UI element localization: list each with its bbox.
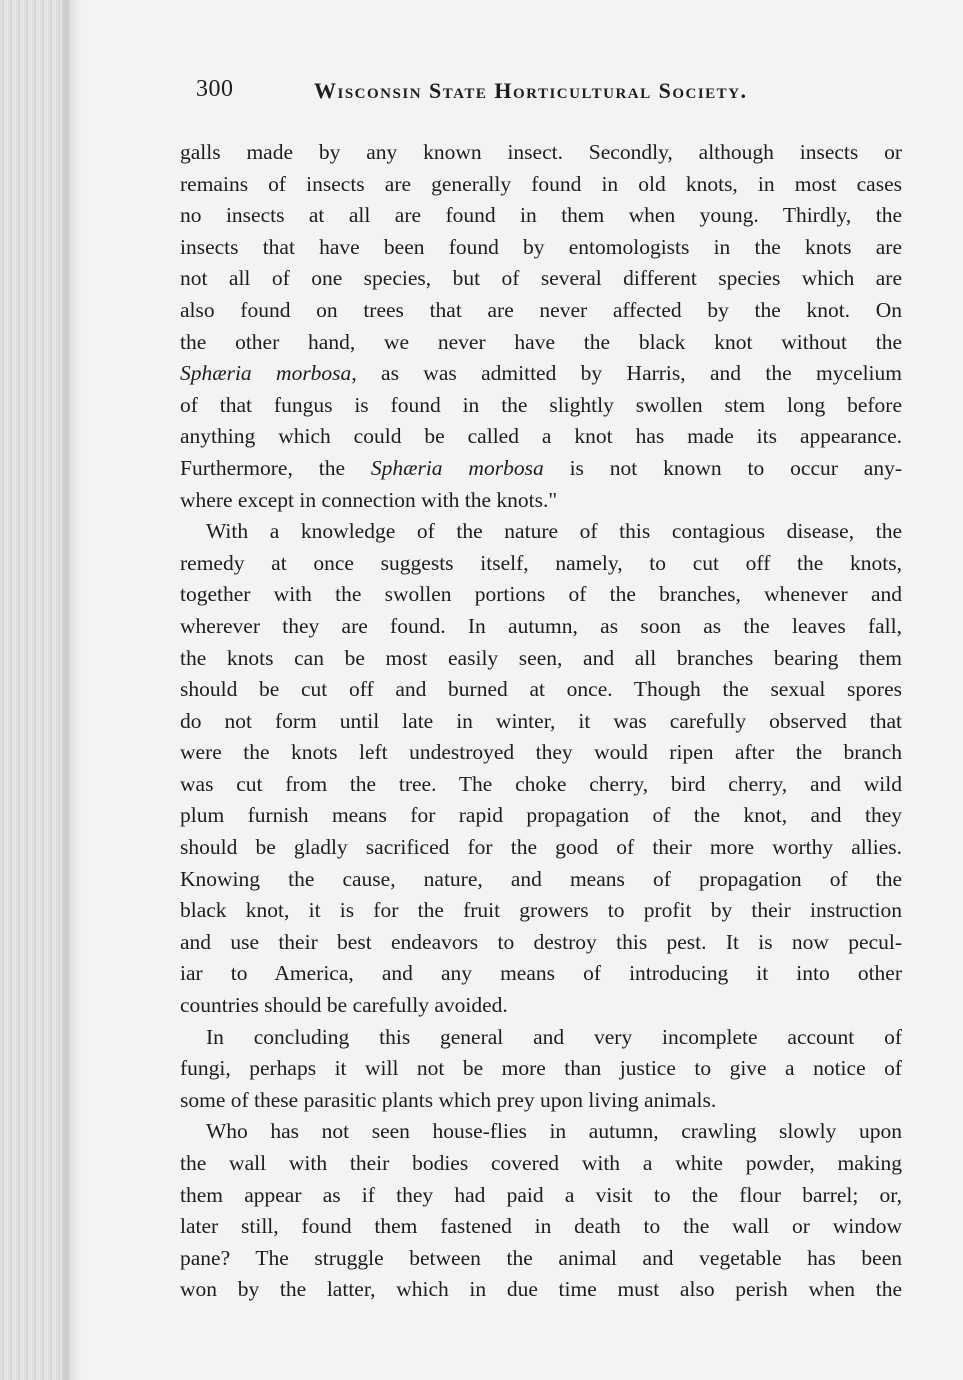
text-line: some of these parasitic plants which prey upon living animals. bbox=[180, 1087, 717, 1112]
text-line: pane? The struggle between the animal and vegetable has been bbox=[180, 1245, 902, 1270]
text-line: Knowing the cause, nature, and means of propagation of the bbox=[180, 866, 902, 891]
text-line: also found on trees that are never affected by the knot. On bbox=[180, 297, 902, 322]
text-line bbox=[180, 358, 902, 390]
text-line: remedy at once suggests itself, namely, to cut off the knots, bbox=[180, 550, 902, 575]
text-line: plum furnish means for rapid propagation of the knot, and they bbox=[180, 803, 902, 828]
page-number: 300 bbox=[196, 76, 234, 102]
paragraph-4 bbox=[180, 1116, 902, 1306]
text-line: later still, found them fastened in death to the wall or window bbox=[180, 1214, 902, 1239]
text-line: countries should be carefully avoided. bbox=[180, 993, 508, 1018]
text-line: were the knots left undestroyed they would ripen after the branch bbox=[180, 740, 902, 765]
text-line: no insects at all are found in them when young. Thirdly, the bbox=[180, 203, 902, 228]
text-line: the wall with their bodies covered with a white powder, making bbox=[180, 1151, 902, 1175]
text-line: the knots can be most easily seen, and all branches bearing them bbox=[180, 645, 902, 670]
text-fragment: Furthermore, the bbox=[180, 455, 371, 480]
text-line: the other hand, we never have the black knot without the bbox=[180, 329, 902, 354]
text-line: was cut from the tree. The choke cherry, bird cherry, and wild bbox=[180, 771, 902, 796]
text-line: With a knowledge of the nature of this contagious disease, the bbox=[206, 519, 902, 544]
text-line: should be gladly sacrificed for the good of their more worthy allies. bbox=[180, 835, 902, 860]
text-line: insects that have been found by entomologists in the knots are bbox=[180, 234, 902, 259]
text-fragment: , as was admitted by Harris, and the mycelium bbox=[351, 361, 902, 386]
text-line: and use their best endeavors to destroy this pest. It is now pecul- bbox=[180, 929, 902, 954]
text-line: won by the latter, which in due time must also perish when the bbox=[180, 1277, 902, 1302]
text-line: of that fungus is found in the slightly swollen stem long before bbox=[180, 392, 902, 417]
text-line: do not form until late in winter, it was carefully observed that bbox=[180, 708, 902, 733]
text-line: not all of one species, but of several different species which are bbox=[180, 266, 902, 291]
species-name: Sphæria morbosa bbox=[180, 361, 352, 386]
paragraph-3 bbox=[180, 1022, 902, 1117]
text-fragment: is not known to occur any- bbox=[543, 455, 902, 480]
text-line: them appear as if they had paid a visit to the flour barrel; or, bbox=[180, 1182, 902, 1207]
text-line: galls made by any known insect. Secondly, although insects or bbox=[180, 140, 902, 164]
running-head: Wisconsin State Horticultural Society. bbox=[314, 78, 748, 103]
text-line: remains of insects are generally found in old knots, in most cases bbox=[180, 171, 902, 196]
species-name: Sphæria morbosa bbox=[370, 455, 544, 480]
text-line: fungi, perhaps it will not be more than justice to give a notice of bbox=[180, 1056, 902, 1081]
body-text bbox=[180, 137, 902, 1306]
text-line: wherever they are found. In autumn, as soon as the leaves fall, bbox=[180, 613, 902, 638]
text-line: iar to America, and any means of introducing it into other bbox=[180, 961, 902, 986]
text-line: anything which could be called a knot has made its appearance. bbox=[180, 424, 902, 449]
text-line: black knot, it is for the fruit growers to profit by their instruction bbox=[180, 898, 902, 923]
text-line bbox=[180, 453, 902, 485]
text-line: In concluding this general and very incomplete account of bbox=[206, 1024, 902, 1049]
book-edge bbox=[0, 0, 70, 1380]
gutter-shadow bbox=[62, 0, 82, 1380]
paragraph-1 bbox=[180, 137, 902, 516]
text-line: together with the swollen portions of the branches, whenever and bbox=[180, 582, 902, 607]
text-line: Who has not seen house-flies in autumn, crawling slowly upon bbox=[206, 1119, 902, 1144]
text-line: should be cut off and burned at once. Though the sexual spores bbox=[180, 677, 902, 702]
paragraph-2 bbox=[180, 516, 902, 1022]
text-line: where except in connection with the knots." bbox=[180, 487, 558, 512]
page-header bbox=[196, 76, 836, 110]
